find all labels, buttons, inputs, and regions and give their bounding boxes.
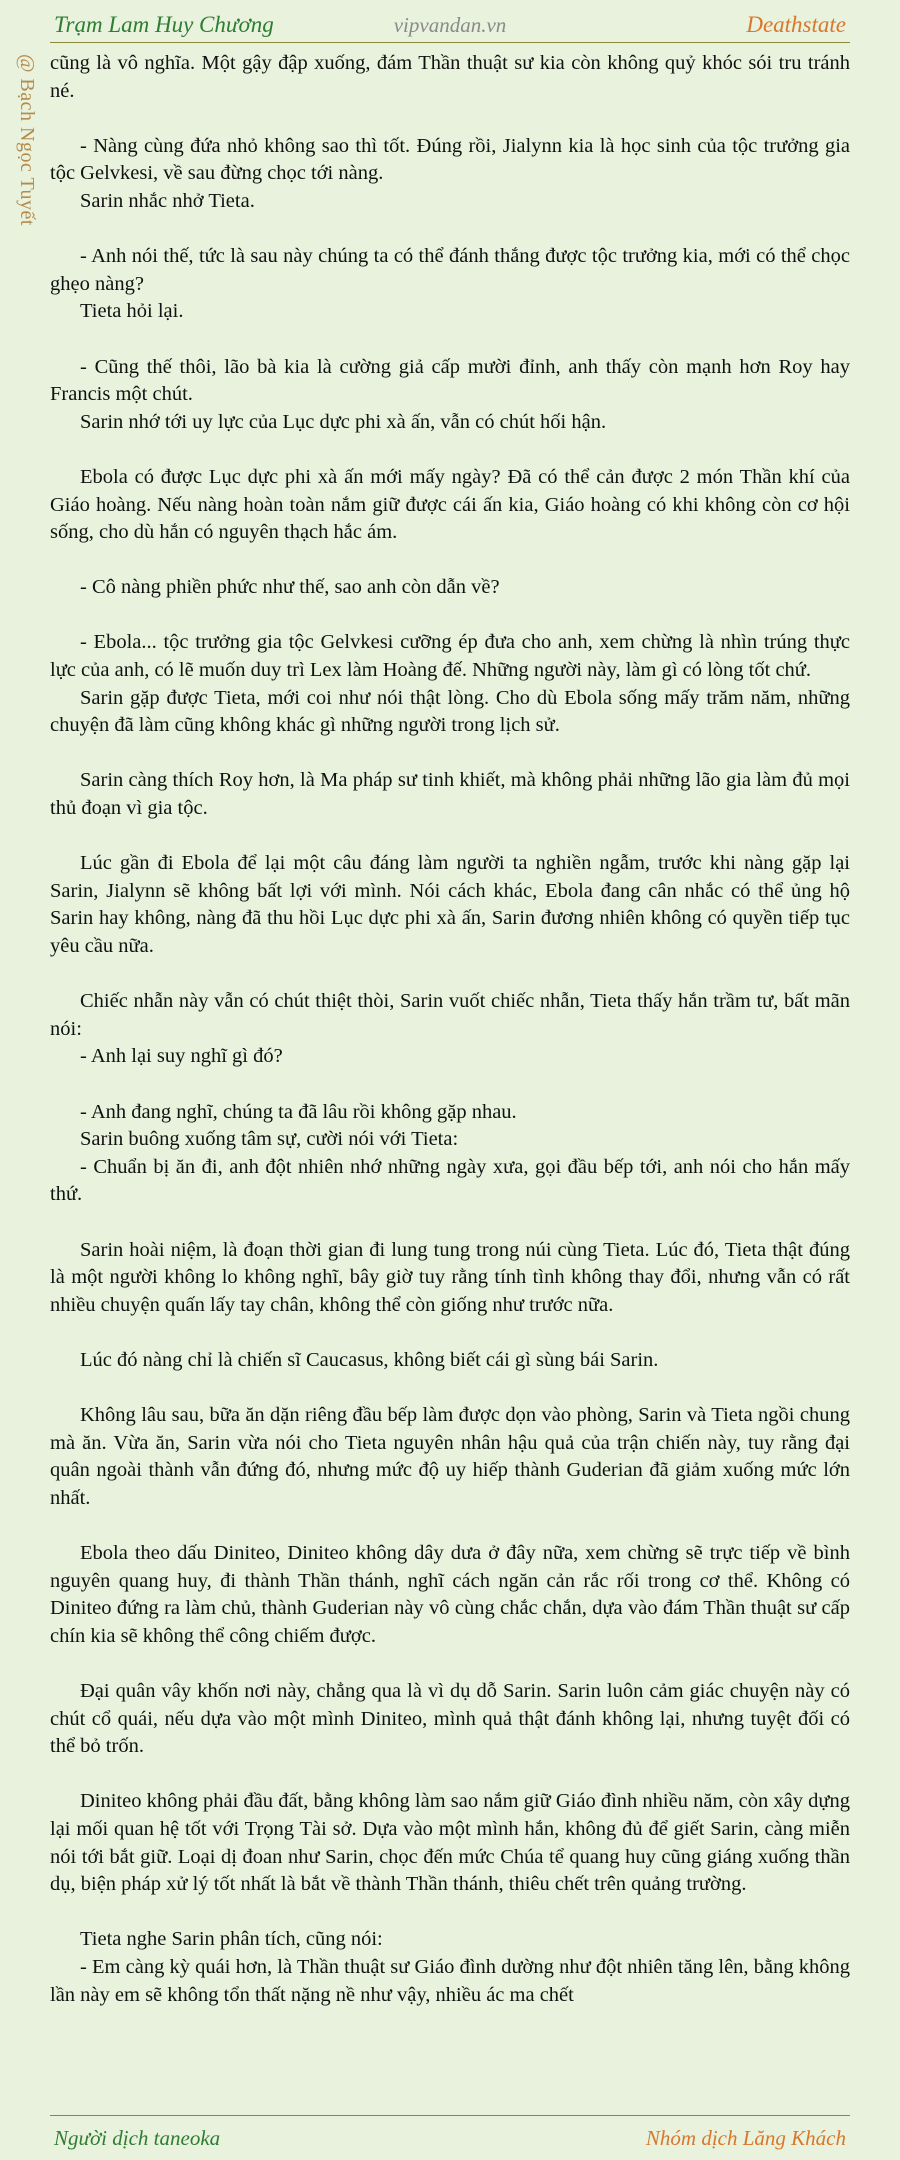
paragraph: Chiếc nhẫn này vẫn có chút thiệt thòi, Sarin vuốt chiếc nhẫn, Tieta thấy hắn trầm tư, bất mãn nói: (50, 990, 850, 1040)
paragraph: - Anh đang nghĩ, chúng ta đã lâu rồi không gặp nhau. (80, 1100, 517, 1123)
side-watermark: @ Bạch Ngọc Tuyết (16, 54, 38, 226)
paragraph: - Ebola... tộc trưởng gia tộc Gelvkesi cưỡng ép đưa cho anh, xem chừng là nhìn trúng thực lực của anh, có lẽ muốn duy trì Lex làm Hoàng đế. Những người này, làm gì có lòng tốt chứ. (50, 631, 850, 682)
paragraph: - Anh nói thế, tức là sau này chúng ta có thể đánh thắng được tộc trưởng kia, mới có thể chọc ghẹo nàng? (50, 245, 850, 295)
paragraph: Diniteo không phải đầu đất, bằng không làm sao nắm giữ Giáo đình nhiều năm, còn xây dựng lại mối quan hệ tốt với Trọng Tài sở. Dựa vào một mình hắn, không đủ để giết Sarin, càng miễn nói tới bắt giữ. Loại dị đoan như Sarin, chọc đến mức Chúa tể quang huy cũng giáng xuống thần dụ, biện pháp xử lý tốt nhất là bắt về thành Thần thánh, thiêu chết trên quảng trường. (50, 1790, 850, 1896)
footer-group: Nhóm dịch Lăng Khách (645, 2126, 846, 2150)
paragraph: Ebola theo dấu Diniteo, Diniteo không dây dưa ở đây nữa, xem chừng sẽ trực tiếp về bình nguyên quang huy, đi thành Thần thánh, nghĩ cách ngăn cản rắc rối trong cơ thể. Không có Diniteo đứng ra làm chủ, thành Guderian này vô cùng chắc chắn, dựa vào đám Thần thuật sư cấp chín kia sẽ không thể công chiếm được. (50, 1542, 850, 1647)
paragraph: Lúc gần đi Ebola để lại một câu đáng làm người ta nghiền ngẫm, trước khi nàng gặp lại Sarin, Jialynn sẽ không bất lợi với mình. Nói cách khác, Ebola đang cân nhắc có thể ủng hộ Sarin hay không, nàng đã thu hồi Lục dực phi xà ấn, Sarin đương nhiên không có quyền tiếp tục yêu cầu nữa. (50, 852, 850, 957)
paragraph: Sarin nhắc nhở Tieta. (80, 189, 255, 212)
paragraph: Ebola có được Lục dực phi xà ấn mới mấy ngày? Đã có thể cản được 2 món Thần khí của Giáo hoàng. Nếu nàng hoàn toàn nắm giữ được cái ấn kia, Giáo hoàng có khi không còn cơ hội sống, cho dù hắn có nguyên thạch hắc ám. (50, 465, 850, 544)
paragraph: Đại quân vây khốn nơi này, chẳng qua là vì dụ dỗ Sarin. Sarin luôn cảm giác chuyện này có chút cổ quái, nếu dựa vào một mình Diniteo, mình quả thật đánh không lại, nhưng tuyệt đối có thể bỏ trốn. (50, 1680, 850, 1758)
paragraph: Sarin càng thích Roy hơn, là Ma pháp sư tinh khiết, mà không phải những lão gia làm đủ mọi thủ đoạn vì gia tộc. (50, 769, 850, 820)
chapter-body (50, 50, 850, 2115)
header-website[interactable]: vipvandan.vn (393, 13, 507, 37)
paragraph: - Nàng cùng đứa nhỏ không sao thì tốt. Đúng rồi, Jialynn kia là học sinh của tộc trưởng gia tộc Gelvkesi, về sau đừng chọc tới nàng. (50, 134, 850, 185)
paragraph: Sarin buông xuống tâm sự, cười nói với Tieta: (80, 1128, 459, 1151)
paragraph: Sarin nhớ tới uy lực của Lục dực phi xà ấn, vẫn có chút hối hận. (80, 410, 607, 433)
paragraph: - Chuẩn bị ăn đi, anh đột nhiên nhớ những ngày xưa, gọi đầu bếp tới, anh nói cho hắn mấy thứ. (50, 1155, 850, 1206)
paragraph: - Anh lại suy nghĩ gì đó? (80, 1045, 283, 1068)
footer-translator: Người dịch taneoka (54, 2126, 221, 2150)
paragraph: Sarin gặp được Tieta, mới coi như nói thật lòng. Cho dù Ebola sống mấy trăm năm, những chuyện đã làm cũng không khác gì những người trong lịch sử. (50, 686, 850, 737)
paragraph: - Em càng kỳ quái hơn, là Thần thuật sư Giáo đình dường như đột nhiên tăng lên, bằng không lần này em sẽ không tổn thất nặng nề như vậy, nhiều ác ma chết (50, 1955, 850, 2006)
paragraph: - Cô nàng phiền phức như thế, sao anh còn dẫn về? (80, 576, 500, 599)
header-site-name: Trạm Lam Huy Chương (54, 12, 274, 37)
page-footer (50, 2115, 850, 2156)
paragraph: cũng là vô nghĩa. Một gậy đập xuống, đám Thần thuật sư kia còn không quỷ khóc sói tru tránh né. (50, 52, 850, 102)
page-header (50, 8, 850, 43)
paragraph: Không lâu sau, bữa ăn dặn riêng đầu bếp làm được dọn vào phòng, Sarin và Tieta ngồi chung mà ăn. Vừa ăn, Sarin vừa nói cho Tieta nguyên nhân hậu quả của trận chiến này, tuy rằng đại quân ngoài thành vẫn đứng đó, nhưng mức độ uy hiếp thành Guderian đã giảm xuống mức lớn nhất. (50, 1404, 850, 1509)
paragraph: Sarin hoài niệm, là đoạn thời gian đi lung tung trong núi cùng Tieta. Lúc đó, Tieta thật đúng là một người không lo không nghĩ, bây giờ tuy rằng tính tình không thay đổi, nhưng vẫn có rất nhiều chuyện quấn lấy tay chân, không thể còn giống như trước nữa. (50, 1238, 850, 1316)
paragraph: Tieta nghe Sarin phân tích, cũng nói: (80, 1928, 383, 1951)
paragraph: Lúc đó nàng chỉ là chiến sĩ Caucasus, không biết cái gì sùng bái Sarin. (80, 1348, 659, 1371)
header-book-title: Deathstate (746, 12, 846, 37)
paragraph: - Cũng thế thôi, lão bà kia là cường giả cấp mười đỉnh, anh thấy còn mạnh hơn Roy hay Francis một chút. (50, 355, 850, 406)
paragraph: Tieta hỏi lại. (80, 300, 184, 323)
